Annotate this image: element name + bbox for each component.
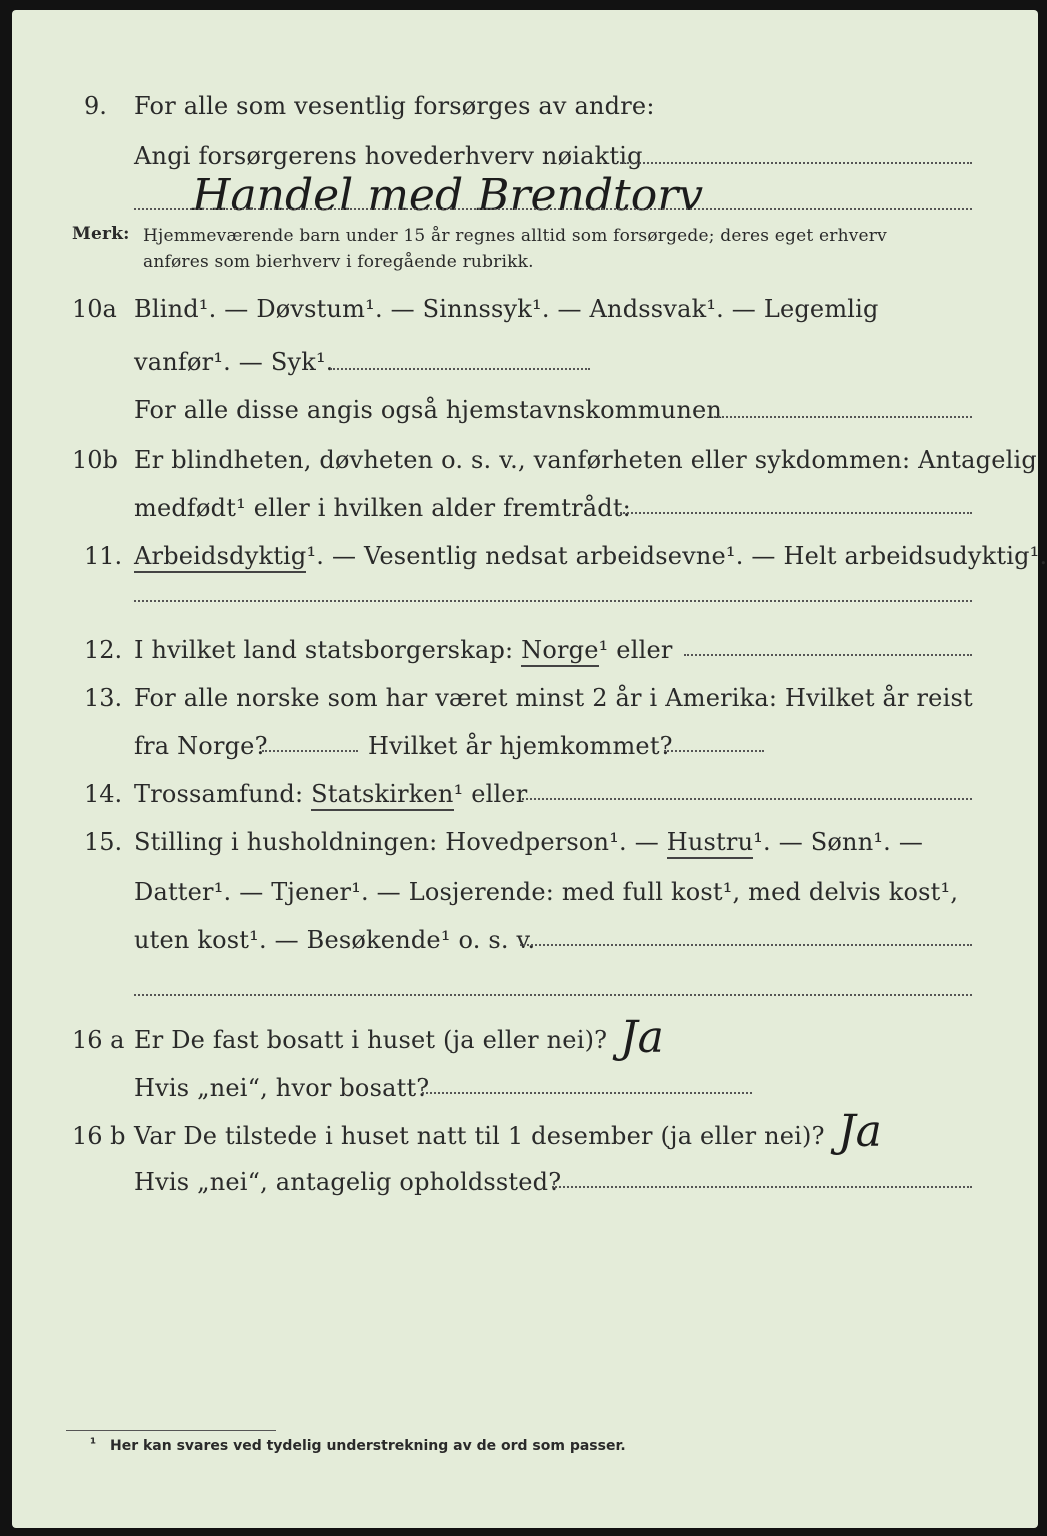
q16a-number: 16 a — [72, 1026, 125, 1054]
q11-dotted-line — [134, 600, 972, 602]
q15-number: 15. — [84, 828, 123, 856]
q16b-dotted-line — [552, 1186, 972, 1188]
q10b-number: 10b — [72, 446, 118, 474]
q9-instruction: Angi forsørgerens hovederhverv nøiaktig — [134, 142, 643, 170]
q10a-line-2: vanfør¹. — Syk¹. — [134, 348, 334, 376]
q16b-number: 16 b — [72, 1122, 126, 1150]
q11-line — [134, 542, 1047, 570]
footnote-text: Her kan svares ved tydelig understrekning av de ord som passer. — [110, 1438, 626, 1454]
note-label: Merk: — [72, 224, 130, 244]
q12-line — [134, 636, 673, 664]
q10a-line-1: Blind¹. — Døvstum¹. — Sinnssyk¹. — Andssvak¹. — Legemlig — [134, 295, 879, 323]
q11-number: 11. — [84, 542, 123, 570]
q14-rest: ¹ eller — [453, 780, 528, 808]
q13-line-2a: fra Norge? — [134, 732, 268, 760]
q16a-dotted-line — [422, 1092, 752, 1094]
q13-line-2b: Hvilket år hjemkommet? — [368, 732, 673, 760]
q16a-line-1: Er De fast bosatt i huset (ja eller nei)? — [134, 1026, 608, 1054]
q13-hjem-dotted-line — [664, 750, 764, 752]
q14-dotted-line — [522, 798, 972, 800]
q15-dotted-line — [520, 944, 972, 946]
q14-line — [134, 780, 527, 808]
q10b-line-2: medfødt¹ eller i hvilken alder fremtrådt: — [134, 494, 631, 522]
q9-question: For alle som vesentlig forsørges av andre: — [134, 92, 655, 120]
q14-underlined-choice: Statskirken — [311, 780, 453, 811]
footnote-mark: ¹ — [90, 1436, 97, 1452]
q15-underlined-choice: Hustru — [667, 828, 753, 859]
q12-question: I hvilket land statsborgerskap: — [134, 636, 514, 664]
q10a-number: 10a — [72, 295, 117, 323]
q15-line-2: Datter¹. — Tjener¹. — Losjerende: med full kost¹, med delvis kost¹, — [134, 878, 959, 906]
note-line-2: anføres som bierhverv i foregående rubrikk. — [143, 252, 534, 272]
q10b-dotted-line — [620, 512, 972, 514]
q10a-home-dotted-line — [714, 416, 972, 418]
census-form-page — [12, 10, 1047, 1528]
q15-line-1 — [134, 828, 923, 856]
q11-underlined-choice: Arbeidsdyktig — [134, 542, 306, 573]
q9-answer-line — [134, 208, 972, 210]
q12-rest: ¹ eller — [598, 636, 673, 664]
q10a-line-3: For alle disse angis også hjemstavnskommunen — [134, 396, 723, 424]
q12-dotted-line — [684, 654, 972, 656]
q9-number: 9. — [84, 92, 107, 120]
q14-question: Trossamfund: — [134, 780, 304, 808]
note-line-1: Hjemmeværende barn under 15 år regnes alltid som forsørgede; deres eget erhverv — [143, 226, 887, 246]
q13-reist-dotted-line — [262, 750, 358, 752]
q12-underlined-choice: Norge — [521, 636, 599, 667]
q10b-line-1: Er blindheten, døvheten o. s. v., vanførheten eller sykdommen: Antagelig — [134, 446, 1037, 474]
q11-rest: ¹. — Vesentlig nedsat arbeidsevne¹. — Helt arbeidsudyktig¹. — [306, 542, 1047, 570]
q15-line-1a: Stilling i husholdningen: Hovedperson¹. — — [134, 828, 659, 856]
q9-handwritten-answer: Handel med Brendtorv — [192, 170, 704, 221]
q16b-line-1: Var De tilstede i huset natt til 1 desember (ja eller nei)? — [134, 1122, 825, 1150]
q12-number: 12. — [84, 636, 123, 664]
q14-number: 14. — [84, 780, 123, 808]
q16a-line-2: Hvis „nei“, hvor bosatt? — [134, 1074, 430, 1102]
q16a-handwritten-answer: Ja — [620, 1012, 664, 1063]
q15-extra-dotted-line — [134, 994, 972, 996]
q15-line-3: uten kost¹. — Besøkende¹ o. s. v. — [134, 926, 536, 954]
q16b-line-2: Hvis „nei“, antagelig opholdssted? — [134, 1168, 562, 1196]
q16b-handwritten-answer: Ja — [838, 1106, 882, 1157]
q10a-dotted-line — [330, 368, 590, 370]
q13-line-1: For alle norske som har været minst 2 år i Amerika: Hvilket år reist — [134, 684, 973, 712]
q15-line-1b: ¹. — Sønn¹. — — [753, 828, 924, 856]
q9-dotted-line — [620, 162, 972, 164]
q13-number: 13. — [84, 684, 123, 712]
footnote-rule — [66, 1430, 276, 1431]
